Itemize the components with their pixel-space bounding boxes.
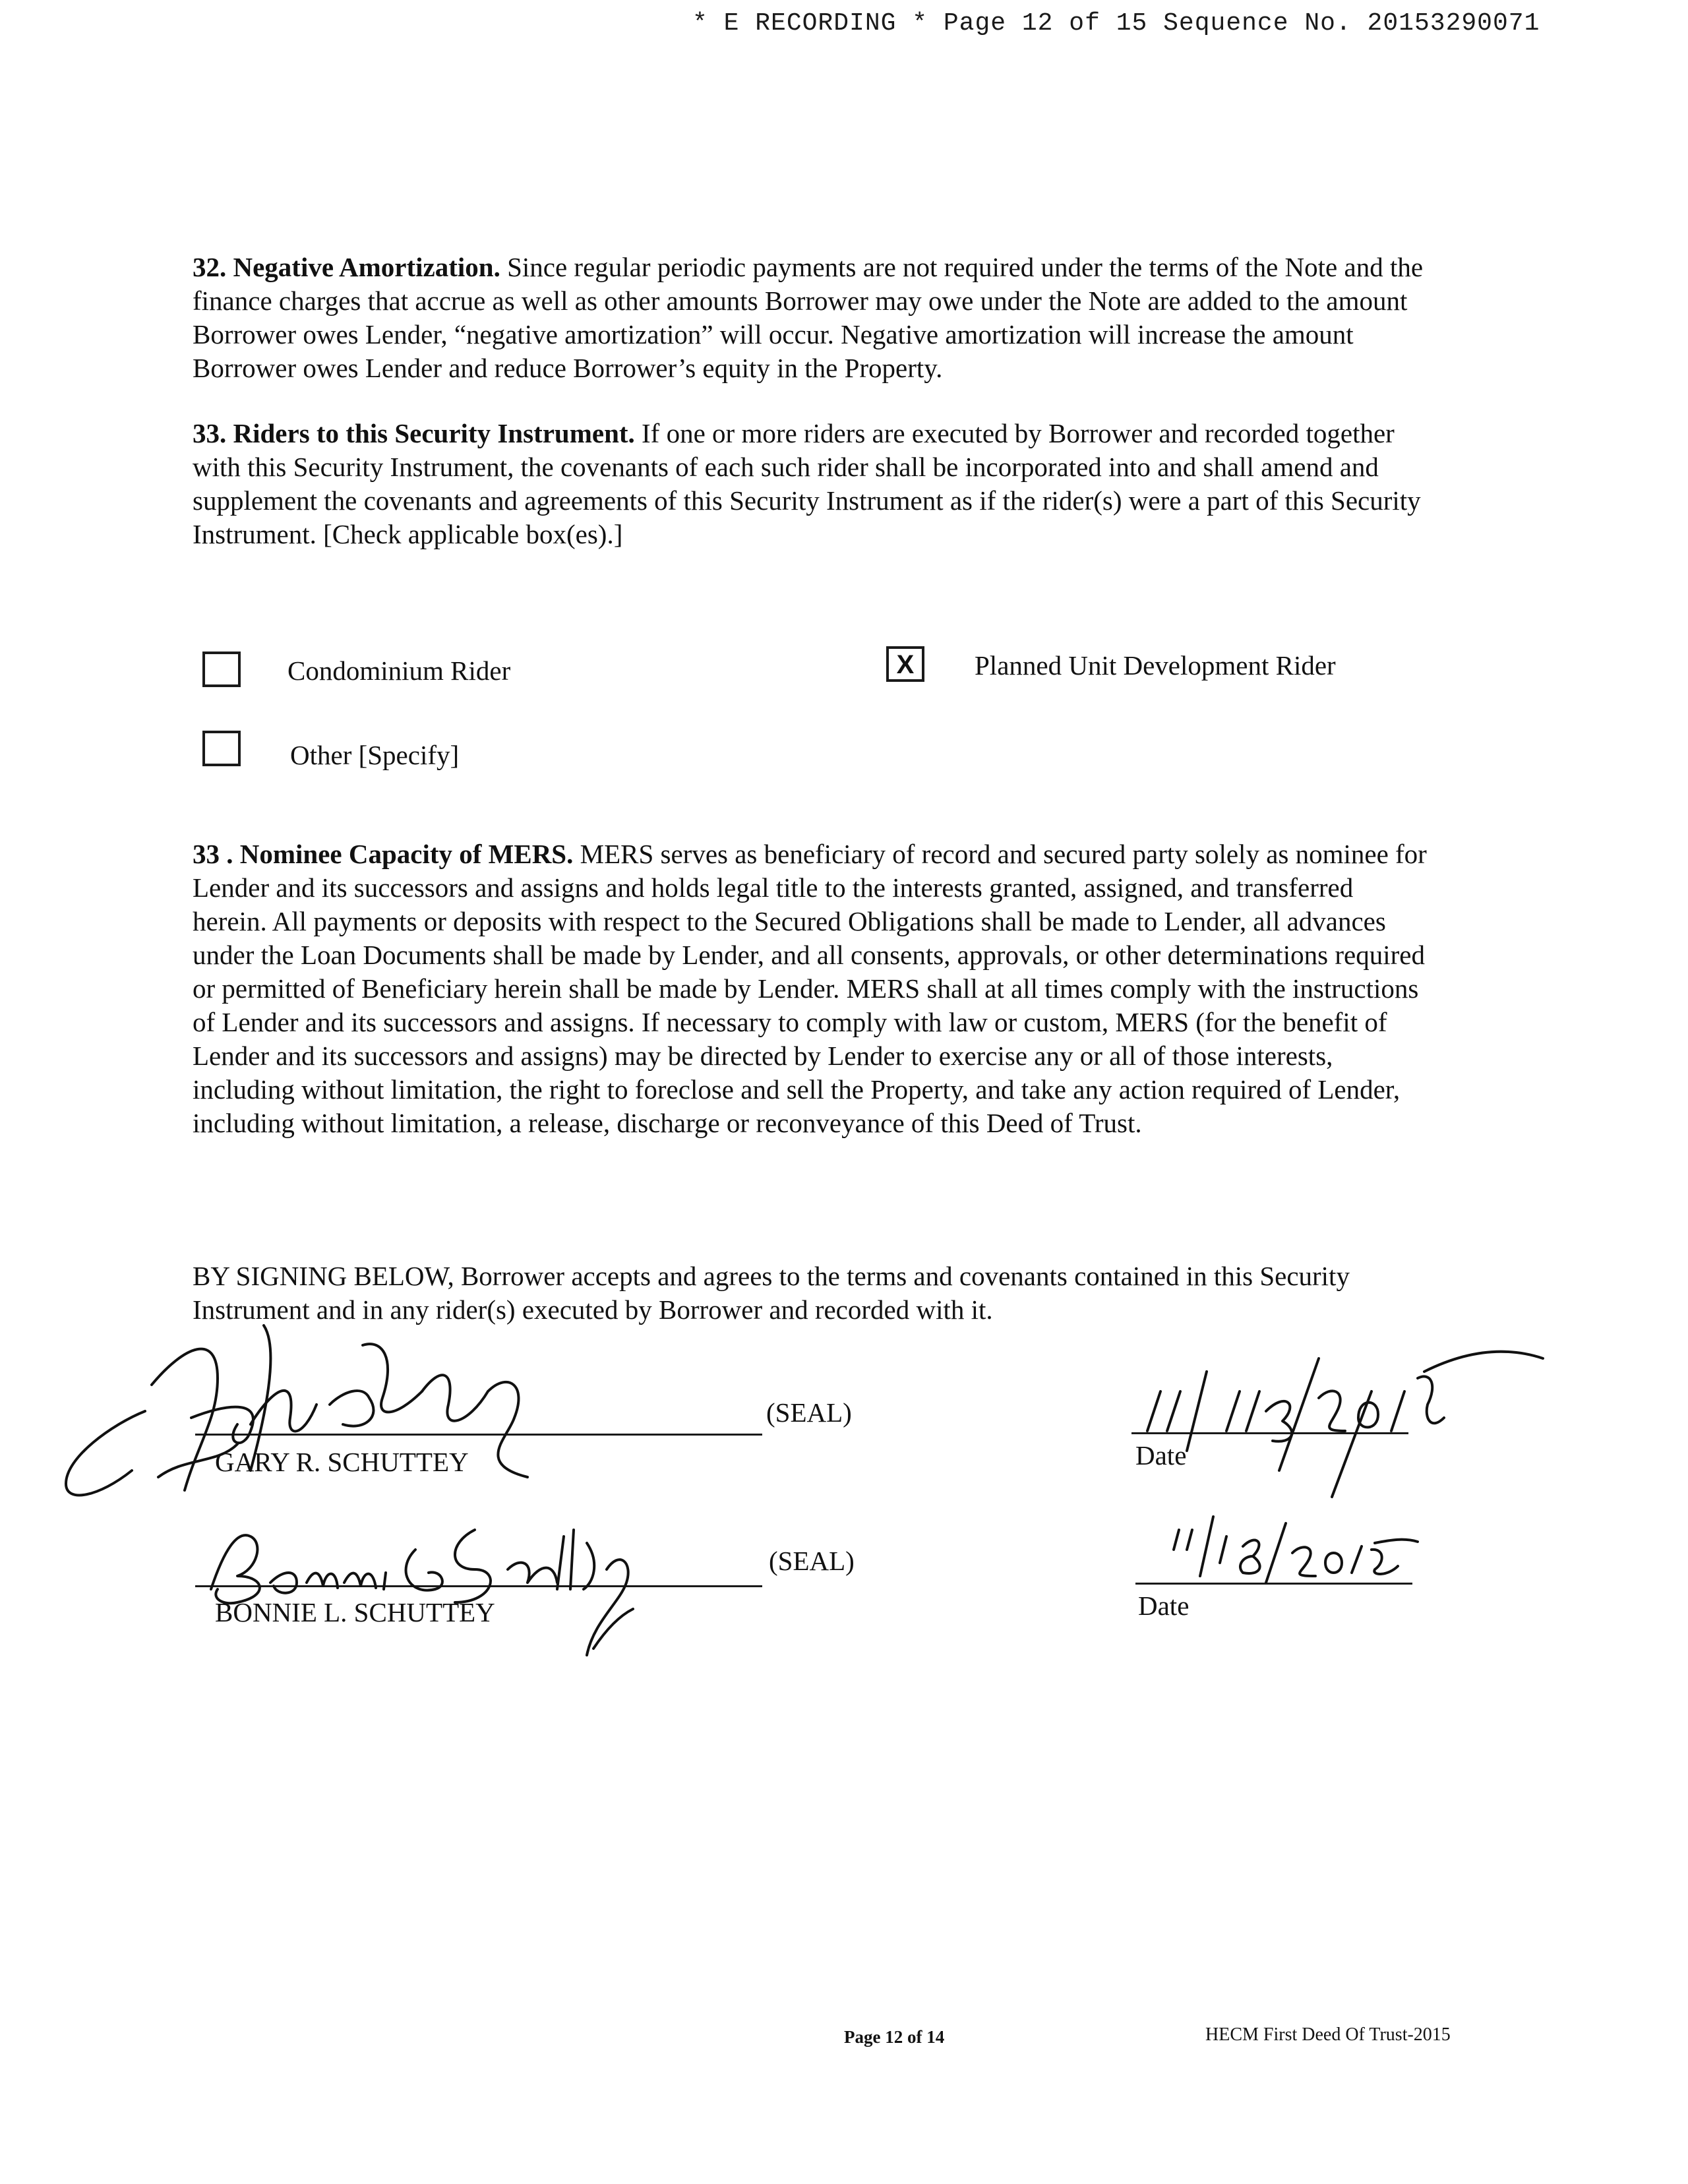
section-33-nominee-capacity-mers [193, 837, 1432, 1140]
signature-line-bonnie [195, 1585, 762, 1587]
section-33-mers-body: MERS serves as beneficiary of record and secured party solely as nominee for Lender and its successors and assigns and holds legal title to the interests granted, assigned, and transferred herein. All payments or deposits with respect to the Secured Obligations shall be made to Lender, all advances under the Loan Documents shall be made by Lender, and all consents, approvals, or other determinations required or permitted of Beneficiary herein shall be made by Lender. MERS shall at all times comply with the instructions of Lender and its successors and assigns. If necessary to comply with law or custom, MERS (for the benefit of Lender and its successors and assigns) may be directed by Lender to exercise any or all of those interests, including without limitation, the right to foreclose and sell the Property, and take any action required of Lender, including without limitation, a release, discharge or reconveyance of this Deed of Trust. [193, 839, 1427, 1138]
signing-statement: BY SIGNING BELOW, Borrower accepts and agrees to the terms and covenants contained in this Security Instrument and in any rider(s) executed by Borrower and recorded with it. [193, 1261, 1350, 1325]
signature-bonnie-handwritten [198, 1490, 699, 1662]
signature-line-gary [195, 1434, 762, 1436]
signer-name-gary: GARY R. SCHUTTEY [215, 1447, 469, 1477]
date-line-bonnie [1135, 1583, 1412, 1585]
date-line-gary [1131, 1432, 1408, 1434]
seal-label-bonnie: (SEAL) [769, 1546, 855, 1576]
footer-form-name: HECM First Deed Of Trust-2015 [1205, 2024, 1451, 2045]
section-32-negative-amortization [193, 251, 1432, 385]
condominium-rider-label: Condominium Rider [287, 655, 511, 686]
other-rider-checkbox[interactable] [202, 731, 241, 766]
section-32-body: Since regular periodic payments are not required under the terms of the Note and the finance charges that accrue as well as other amounts Borrower may owe under the Note are added to the amount Borrower owes Lender, “negative amortization” will occur. Negative amortization will increase the amount Borrower owes Lender and reduce Borrower’s equity in the Property. [193, 252, 1424, 383]
recording-stamp: * E RECORDING * Page 12 of 15 Sequence No. 20153290071 [692, 9, 1540, 38]
section-33-mers-heading: 33 . Nominee Capacity of MERS. [193, 839, 574, 869]
planned-unit-development-rider-checkbox[interactable] [886, 646, 924, 682]
footer-page-number: Page 12 of 14 [844, 2027, 945, 2047]
signer-name-bonnie: BONNIE L. SCHUTTEY [215, 1597, 495, 1627]
signature-gary-handwritten [53, 1306, 712, 1523]
planned-unit-development-rider-label: Planned Unit Development Rider [975, 650, 1336, 681]
seal-label-gary: (SEAL) [766, 1397, 852, 1428]
date-label-bonnie: Date [1138, 1591, 1190, 1621]
section-33-riders [193, 417, 1432, 551]
other-rider-label: Other [Specify] [290, 740, 460, 770]
condominium-rider-checkbox[interactable] [202, 652, 241, 687]
date-label-gary: Date [1135, 1440, 1187, 1471]
handwritten-date-gary [1121, 1332, 1556, 1510]
section-33-riders-body: If one or more riders are executed by Borrower and recorded together with this Security Instrument, the covenants of each such rider shall be incorporated into and shall amend and supplement the covenants and agreements of this Security Instrument as if the rider(s) were a part of this Security Instrument. [Check applicable box(es).] [193, 418, 1421, 549]
section-32-heading: 32. Negative Amortization. [193, 252, 500, 282]
pud-rider-mark: X [896, 650, 915, 679]
section-33-riders-heading: 33. Riders to this Security Instrument. [193, 418, 635, 448]
